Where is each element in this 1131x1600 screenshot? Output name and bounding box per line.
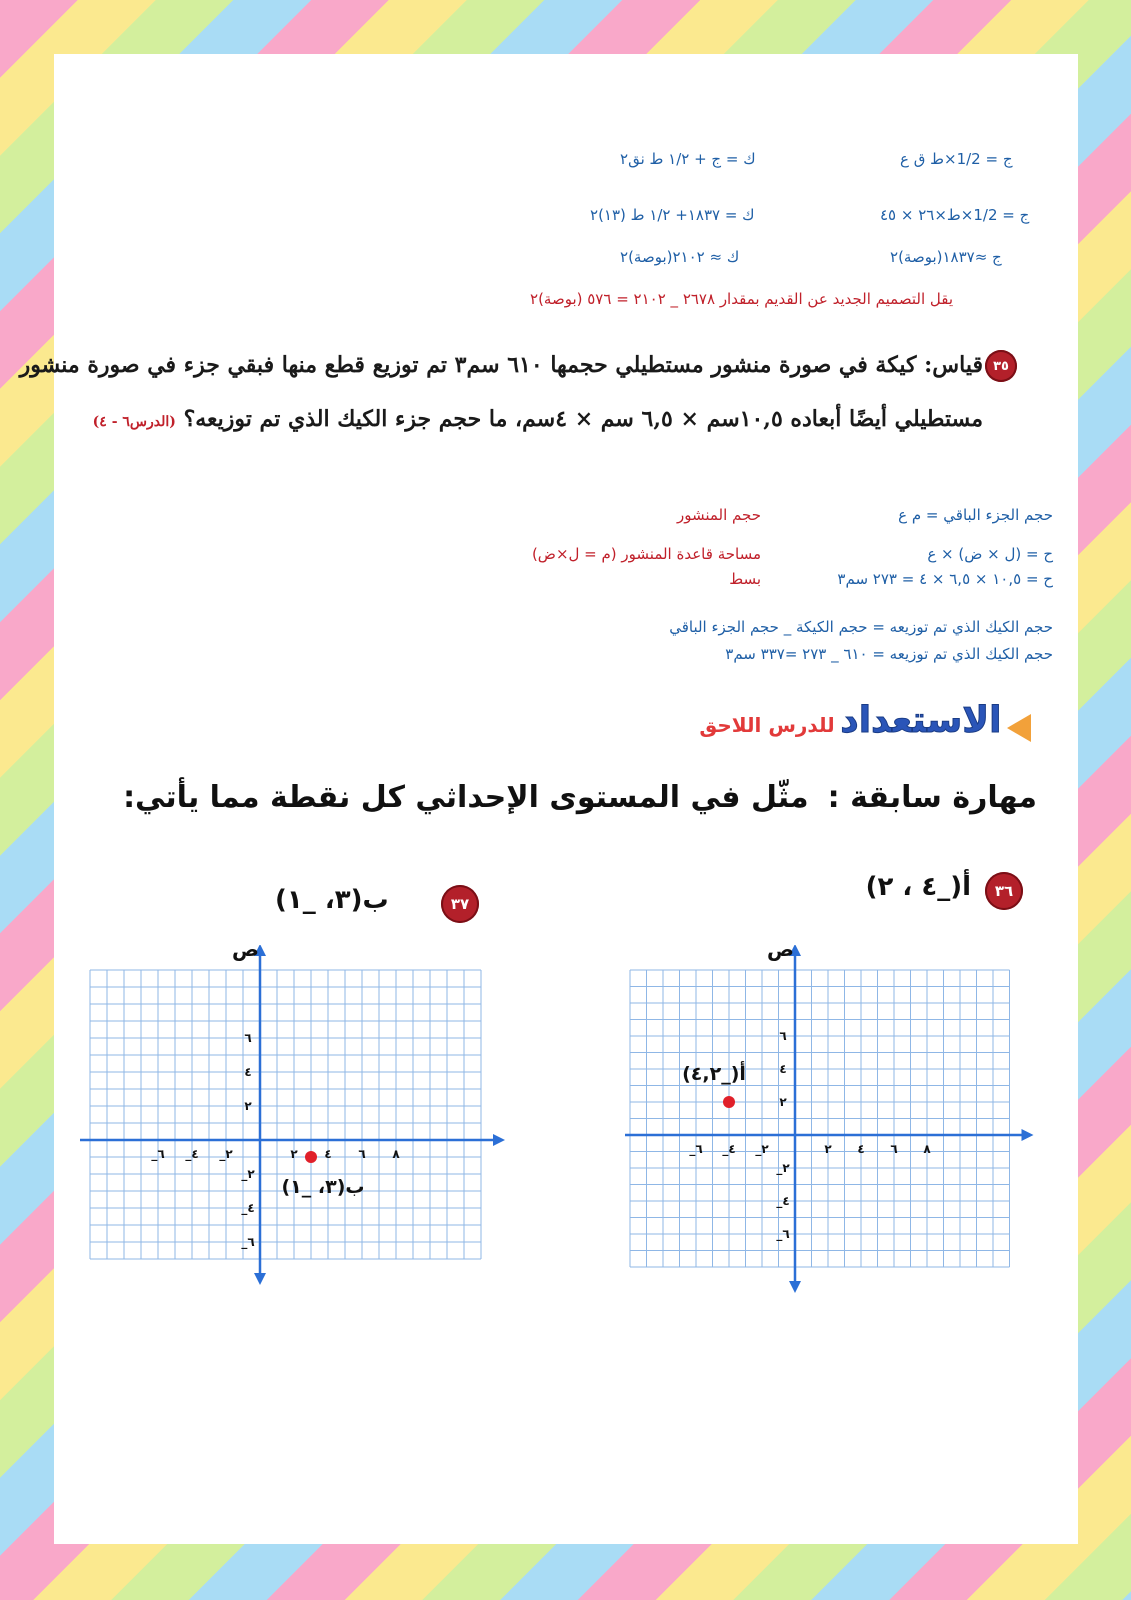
x-tick-label: ٦ xyxy=(890,1142,898,1156)
sol35-r5: حجم الكيك الذي تم توزيعه = ٦١٠ _ ٢٧٣ =٣٣٧ سم٣ xyxy=(725,645,1053,663)
sol35-r2-left: مساحة قاعدة المنشور (م = ل×ض) xyxy=(531,545,761,563)
coordinate-grid-36 xyxy=(625,945,1065,1315)
calc1-line1-left: ك = ج + ١/٢ ط نق٢ xyxy=(620,150,756,168)
question-35-line2 xyxy=(93,406,983,432)
question-35-lesson-ref: (الدرس٦ - ٤) xyxy=(92,414,176,430)
y-tick-label: _٤ xyxy=(241,1201,255,1215)
x-tick-label: _٢ xyxy=(755,1142,769,1156)
x-tick-label: ٢ xyxy=(290,1147,298,1161)
x-axis-arrow-right xyxy=(493,1134,505,1146)
calc1-conclusion: يقل التصميم الجديد عن القديم بمقدار ٢٦٧٨ _ ٢١٠٢ = ٥٧٦ (بوصة)٢ xyxy=(530,290,954,308)
y-axis-arrow-down xyxy=(789,1281,801,1293)
banner-subtitle: للدرس اللاحق xyxy=(699,713,835,737)
y-tick-label: ٦ xyxy=(779,1029,787,1043)
question-36-text: أ(_٤ ، ٢) xyxy=(865,872,971,902)
skill-text: مثّل في المستوى الإحداثي كل نقطة مما يأتي: xyxy=(123,780,809,815)
question-36-badge: ٣٦ xyxy=(985,872,1023,910)
calc1-line3-right: ج ≈١٨٣٧(بوصة)٢ xyxy=(890,248,1002,266)
y-tick-label: _٦ xyxy=(241,1235,255,1249)
sol35-r1-right: حجم الجزء الباقي = م ع xyxy=(898,506,1053,524)
calc1-line3-left: ك ≈ ٢١٠٢(بوصة)٢ xyxy=(620,248,740,266)
y-tick-label: ٤ xyxy=(779,1062,787,1076)
y-tick-label: _٤ xyxy=(776,1194,790,1208)
calc1-line1-right: ج = 1/2×ط ق ع xyxy=(900,150,1013,168)
sol35-r1-left: حجم المنشور xyxy=(676,506,761,524)
y-axis-arrow-down xyxy=(254,1273,266,1285)
section-banner xyxy=(699,700,1031,742)
question-37-badge: ٣٧ xyxy=(441,885,479,923)
question-35-label: قياس: xyxy=(924,352,983,378)
plotted-point xyxy=(723,1096,735,1108)
banner-title: الاستعداد xyxy=(840,700,1002,741)
sol35-r3-right: ح = ١٠,٥ × ٦,٥ × ٤ = ٢٧٣ سم٣ xyxy=(837,570,1053,588)
sol35-r3-left: بسط xyxy=(729,570,761,588)
plotted-point xyxy=(305,1151,317,1163)
sol35-r4: حجم الكيك الذي تم توزيعه = حجم الكيكة _ حجم الجزء الباقي xyxy=(669,618,1053,636)
x-tick-label: ٢ xyxy=(824,1142,832,1156)
x-tick-label: _٤ xyxy=(185,1147,199,1161)
triangle-icon xyxy=(1007,714,1031,742)
x-tick-label: ٦ xyxy=(358,1147,366,1161)
skill-label: مهارة سابقة : xyxy=(827,780,1037,815)
sol35-r2-right: ح = (ل × ض) × ع xyxy=(927,545,1053,563)
x-tick-label: ٤ xyxy=(324,1147,332,1161)
x-axis-arrow-right xyxy=(1022,1129,1034,1141)
question-37-text: ب(٣، _١) xyxy=(275,885,389,915)
x-tick-label: _٦ xyxy=(151,1147,165,1161)
x-tick-label: ٨ xyxy=(392,1147,400,1161)
point-label: أ(_٤,٢) xyxy=(682,1063,746,1085)
y-tick-label: ٤ xyxy=(244,1065,252,1079)
y-tick-label: _٢ xyxy=(241,1167,255,1181)
x-tick-label: _٤ xyxy=(722,1142,736,1156)
point-label: ب(٣، _١) xyxy=(281,1176,365,1198)
calc1-line2-left: ك = ١٨٣٧+ ١/٢ ط (١٣)٢ xyxy=(590,206,755,224)
skill-prompt xyxy=(123,780,1037,815)
y-tick-label: ٢ xyxy=(244,1099,252,1113)
y-tick-label: ٦ xyxy=(244,1031,252,1045)
y-axis-label: ص xyxy=(767,945,794,961)
x-tick-label: _٢ xyxy=(219,1147,233,1161)
question-35-line1 xyxy=(20,352,983,378)
question-35-text1: كيكة في صورة منشور مستطيلي حجمها ٦١٠ سم٣ تم توزيع قطع منها فبقي جزء في صورة منشور xyxy=(19,352,917,378)
x-tick-label: _٦ xyxy=(689,1142,703,1156)
y-tick-label: _٦ xyxy=(776,1227,790,1241)
x-tick-label: ٤ xyxy=(857,1142,865,1156)
calc1-line2-right: ج = 1/2×ط×٢٦ × ٤٥ xyxy=(880,206,1030,224)
x-tick-label: ٨ xyxy=(923,1142,931,1156)
y-tick-label: _٢ xyxy=(776,1161,790,1175)
y-tick-label: ٢ xyxy=(779,1095,787,1109)
coordinate-grid-37 xyxy=(80,945,520,1315)
question-35-text2: مستطيلي أيضًا أبعاده ١٠,٥سم × ٦,٥ سم × ٤سم، ما حجم جزء الكيك الذي تم توزيعه؟ xyxy=(183,406,983,432)
y-axis-label: ص xyxy=(232,945,259,961)
question-35-badge: ٣٥ xyxy=(985,350,1017,382)
